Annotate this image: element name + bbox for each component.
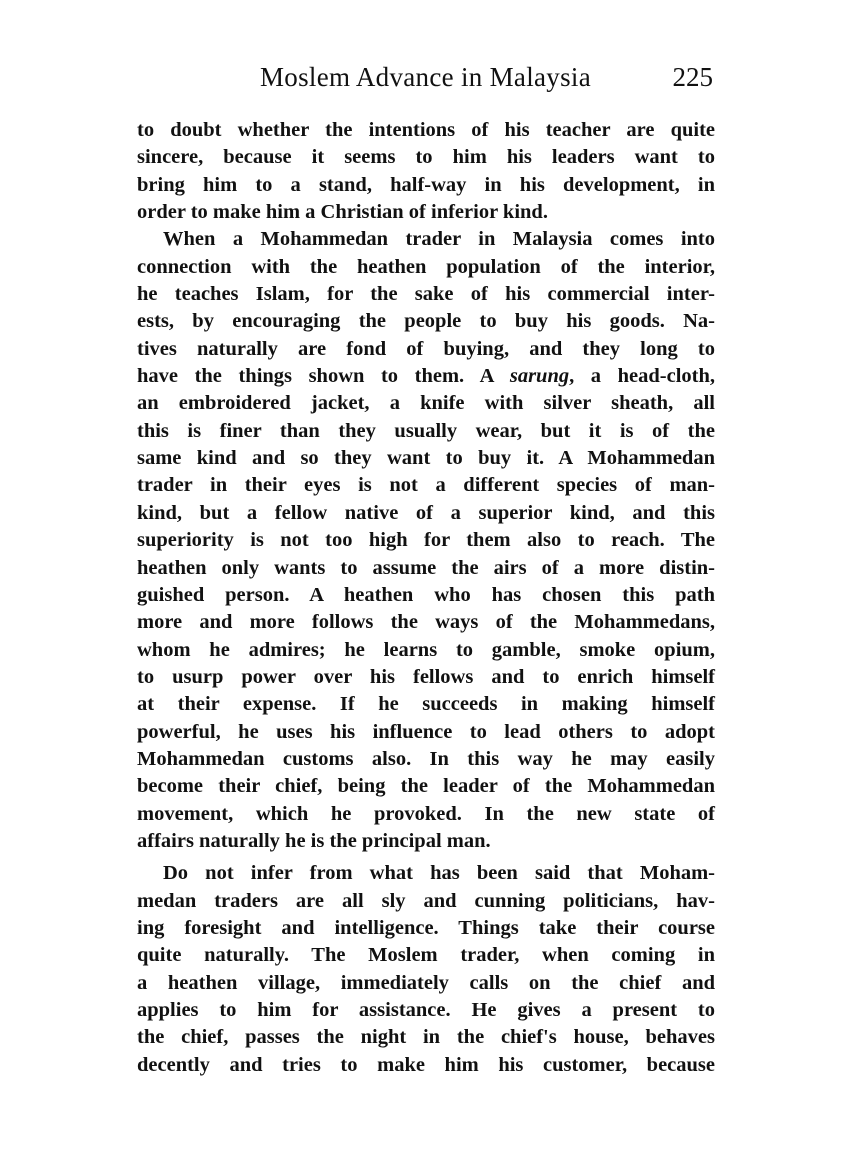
running-title: Moslem Advance in Malaysia	[260, 62, 591, 92]
text-line: an embroidered jacket, a knife with silver sheath, all	[137, 392, 715, 415]
text-line: ests, by encouraging the people to buy his goods. Na-	[137, 310, 715, 333]
text-line: sincere, because it seems to him his leaders want to	[137, 146, 715, 169]
text-fragment: , a head-cloth,	[569, 365, 715, 388]
text-line: bring him to a stand, half-way in his development, in	[137, 173, 715, 196]
text-line: more and more follows the ways of the Mohammedans,	[137, 611, 715, 634]
text-line: Do not infer from what has been said that Moham-	[163, 862, 715, 885]
page-number: 225	[672, 62, 713, 92]
text-line: whom he admires; he learns to gamble, smoke opium,	[137, 638, 715, 661]
text-line: powerful, he uses his influence to lead others to adopt	[137, 720, 715, 743]
body-text	[137, 117, 715, 1079]
text-line: kind, but a fellow native of a superior kind, and this	[137, 501, 715, 524]
text-line: at their expense. If he succeeds in making himself	[137, 693, 715, 716]
text-line: to doubt whether the intentions of his teacher are quite	[137, 119, 715, 141]
text-line: order to make him a Christian of inferior kind.	[137, 201, 548, 224]
text-line: medan traders are all sly and cunning politicians, hav-	[137, 889, 715, 912]
italic-term: sarung	[509, 365, 570, 388]
text-line: superiority is not too high for them also to reach. The	[137, 529, 715, 552]
text-line: tives naturally are fond of buying, and they long to	[137, 337, 715, 360]
text-line: the chief, passes the night in the chief's house, behaves	[137, 1026, 715, 1049]
text-line: he teaches Islam, for the sake of his commercial inter-	[137, 283, 715, 306]
paragraph	[137, 860, 715, 1079]
running-header	[135, 62, 717, 102]
paragraph	[137, 226, 715, 855]
text-line: quite naturally. The Moslem trader, when coming in	[137, 944, 715, 967]
text-line: to usurp power over his fellows and to enrich himself	[137, 665, 715, 688]
text-line: ing foresight and intelligence. Things take their course	[137, 916, 715, 939]
text-line: trader in their eyes is not a different species of man-	[137, 474, 715, 497]
text-line: movement, which he provoked. In the new state of	[137, 802, 715, 825]
text-line: heathen only wants to assume the airs of a more distin-	[137, 556, 715, 579]
text-line: When a Mohammedan trader in Malaysia comes into	[163, 228, 715, 251]
paragraph	[137, 117, 715, 226]
text-line: affairs naturally he is the principal man.	[137, 829, 491, 852]
text-line	[137, 363, 715, 390]
text-line: connection with the heathen population of the interior,	[137, 255, 715, 278]
text-line: applies to him for assistance. He gives a present to	[137, 999, 715, 1021]
text-line: a heathen village, immediately calls on the chief and	[137, 971, 715, 994]
text-line: become their chief, being the leader of the Mohammedan	[137, 775, 715, 798]
text-line: same kind and so they want to buy it. A Mohammedan	[137, 447, 715, 470]
text-line: guished person. A heathen who has chosen this path	[137, 583, 715, 606]
text-line: this is finer than they usually wear, but it is of the	[137, 419, 715, 442]
text-line: decently and tries to make him his customer, because	[137, 1053, 715, 1076]
text-fragment: have the things shown to them. A	[137, 365, 510, 388]
text-line: Mohammedan customs also. In this way he may easily	[137, 747, 715, 770]
